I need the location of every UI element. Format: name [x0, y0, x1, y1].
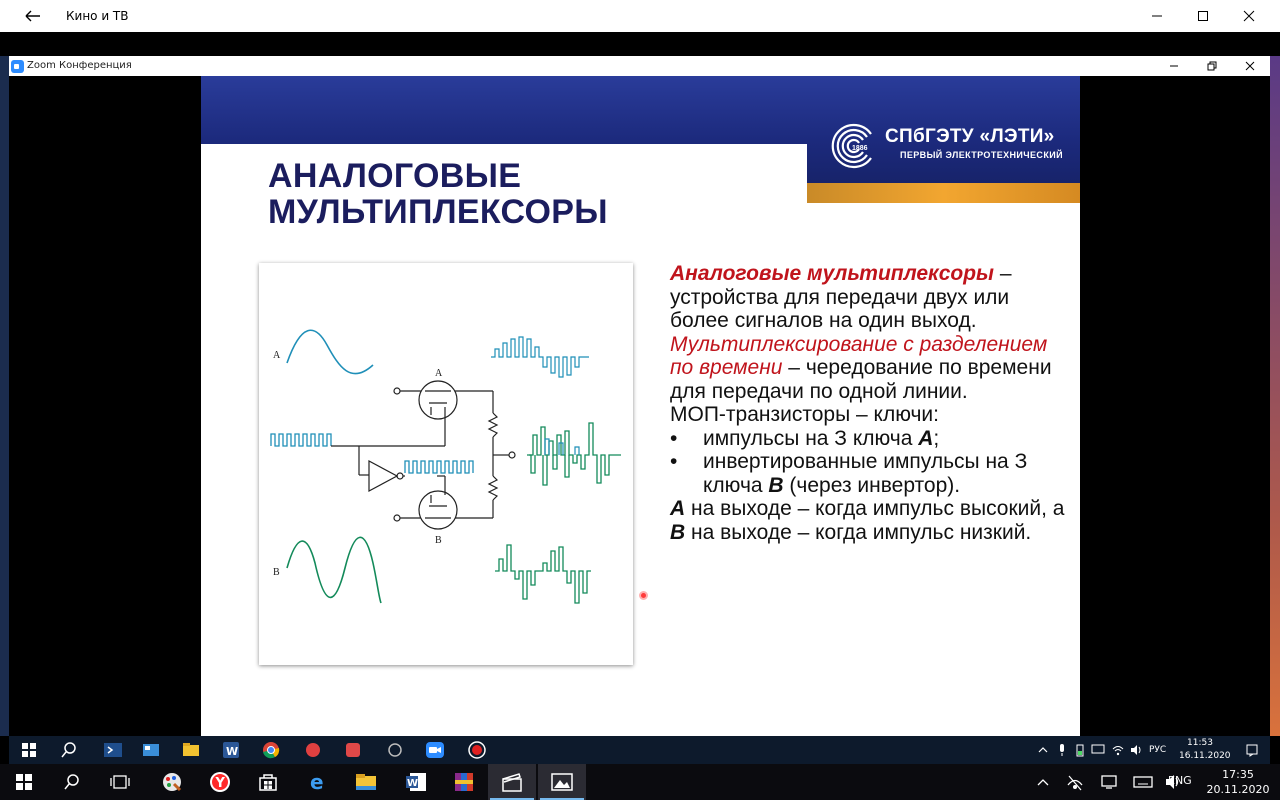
- file-explorer-icon[interactable]: [181, 740, 201, 760]
- outer-title-bar: [0, 0, 1280, 32]
- output-signal-b-part: [529, 455, 569, 485]
- notifications-icon[interactable]: [1245, 743, 1259, 757]
- clock-time: 17:35: [1222, 768, 1254, 781]
- conclusion-key: A: [670, 497, 686, 520]
- minimize-icon: [1169, 61, 1179, 71]
- file-explorer-icon: [354, 771, 378, 793]
- input-label-a: A: [273, 350, 281, 361]
- input-label-b: B: [273, 567, 280, 578]
- winrar-icon: [452, 770, 476, 794]
- remote-taskbar: [9, 736, 1270, 764]
- taskbar-app-word[interactable]: [392, 764, 440, 800]
- bullet-dot: •: [670, 450, 678, 473]
- app-icon[interactable]: [385, 740, 405, 760]
- word-icon[interactable]: [221, 740, 241, 760]
- transistor-b: [419, 491, 457, 529]
- edge-icon: [307, 771, 329, 793]
- wifi-icon[interactable]: [1111, 743, 1125, 757]
- network-icon[interactable]: [1066, 773, 1084, 791]
- svg-text:Y: Y: [215, 776, 225, 791]
- switch-label-a: A: [435, 368, 443, 379]
- bullet-text: ;: [933, 426, 940, 450]
- definition-text: – чередование по времени для передачи по одной линии.: [670, 356, 1052, 403]
- definition-text: – устройства для передачи двух или более сигналов на один выход.: [670, 262, 1012, 332]
- record-icon[interactable]: [467, 740, 487, 760]
- taskbar-app-photos[interactable]: [538, 764, 586, 800]
- taskbar-app-store[interactable]: [244, 764, 292, 800]
- start-icon: [15, 773, 33, 791]
- screen-icon[interactable]: [1100, 773, 1118, 791]
- store-icon: [257, 771, 279, 793]
- taskbar: [0, 764, 1280, 800]
- zoom-restore-button[interactable]: [1193, 56, 1231, 76]
- multiplexer-circuit: [259, 263, 633, 665]
- task-view-button[interactable]: [96, 764, 144, 800]
- definition-multiplexer: [670, 262, 1070, 333]
- input-signal-b: [287, 537, 381, 603]
- zoom-close-button[interactable]: [1231, 56, 1269, 76]
- back-button[interactable]: [18, 6, 46, 26]
- resistor-bottom: [489, 476, 497, 500]
- paint-icon: [160, 770, 184, 794]
- zoom-title-bar: [9, 56, 1270, 76]
- remote-time[interactable]: 11:53: [1187, 738, 1213, 748]
- definition-tdm: [670, 333, 1070, 404]
- inverted-clock-pulses: [405, 461, 473, 473]
- sampled-signal-b: [495, 545, 591, 603]
- taskbar-app-explorer[interactable]: [342, 764, 390, 800]
- arrow-left-icon: [18, 6, 46, 26]
- minimize-button[interactable]: [1134, 0, 1180, 32]
- term-tdm: Мультиплексирование с разделением по времени: [670, 332, 1048, 379]
- bullet-item: [670, 427, 1070, 451]
- transistor-a: [419, 381, 457, 419]
- multiplexer-diagram: [259, 263, 633, 665]
- logo-subtitle: ПЕРВЫЙ ЭЛЕКТРОТЕХНИЧЕСКИЙ: [900, 150, 1063, 160]
- svg-text:e: e: [310, 771, 324, 793]
- switch-label-b: B: [435, 535, 442, 546]
- task-view-icon: [110, 773, 130, 791]
- taskbar-app-paint[interactable]: [148, 764, 196, 800]
- remote-date[interactable]: 16.11.2020: [1179, 751, 1231, 761]
- chrome-icon[interactable]: [261, 740, 281, 760]
- app-icon[interactable]: [303, 740, 323, 760]
- bullet-key: A: [918, 426, 934, 450]
- bullet-text: (через инвертор).: [783, 473, 961, 497]
- maximize-icon: [1197, 10, 1209, 22]
- logo-year: 1886: [852, 145, 868, 152]
- keyboard-icon[interactable]: [1132, 773, 1154, 791]
- slide-title-line: МУЛЬТИПЛЕКСОРЫ: [268, 193, 608, 231]
- clock-pulses: [271, 434, 331, 446]
- terminal-a-in: [394, 388, 400, 394]
- chevron-up-icon[interactable]: [1036, 776, 1050, 788]
- volume-icon[interactable]: [1129, 743, 1143, 757]
- language-indicator[interactable]: ENG: [1168, 774, 1192, 787]
- zoom-window-title: Zoom Конференция: [27, 60, 132, 71]
- slide-title-line: АНАЛОГОВЫЕ: [268, 157, 522, 195]
- bullet-text: инвертированные импульсы на З ключа: [703, 450, 1028, 497]
- slide-accent-stripe: [807, 183, 1080, 203]
- search-icon: [63, 773, 81, 791]
- app-icon[interactable]: [343, 740, 363, 760]
- slide-title: [268, 158, 788, 230]
- desktop-edge-right: [1270, 56, 1280, 736]
- control-panel-icon[interactable]: [141, 740, 161, 760]
- photos-icon: [550, 771, 574, 793]
- video-letterbox-top: [0, 32, 1280, 56]
- search-button[interactable]: [48, 764, 96, 800]
- logo-name: СПбГЭТУ «ЛЭТИ»: [885, 126, 1055, 147]
- bullet-dot: •: [670, 426, 678, 450]
- presentation-slide: [201, 76, 1080, 736]
- restore-icon: [1207, 61, 1217, 71]
- bullet-key: B: [768, 473, 784, 497]
- bullet-text: импульсы на З ключа: [703, 426, 919, 450]
- conclusion-part: на выходе – когда импульс высокий, а: [685, 497, 1065, 520]
- terminal-b-in: [394, 515, 400, 521]
- inverter: [369, 461, 397, 491]
- close-icon: [1243, 10, 1255, 22]
- yandex-browser-icon: [208, 770, 232, 794]
- desktop-edge-left: [0, 56, 9, 736]
- zoom-taskbar-icon[interactable]: [425, 740, 445, 760]
- input-signal-a: [287, 330, 373, 373]
- powershell-icon[interactable]: [103, 740, 123, 760]
- network-icon[interactable]: [1091, 743, 1105, 757]
- clock-date: 20.11.2020: [1206, 783, 1270, 796]
- output-signal: [527, 423, 621, 483]
- taskbar-app-movies-tv[interactable]: [488, 764, 536, 800]
- slide-body-text: [670, 262, 1070, 544]
- minimize-icon: [1151, 10, 1163, 22]
- term-multiplexer: Аналоговые мультиплексоры: [670, 262, 994, 285]
- svg-text:W: W: [226, 745, 239, 758]
- mos-switches-text: МОП-транзисторы – ключи:: [670, 403, 940, 426]
- conclusion-text: [670, 497, 1070, 544]
- svg-text:W: W: [407, 778, 419, 789]
- clock[interactable]: [1200, 767, 1276, 797]
- taskbar-app-winrar[interactable]: [440, 764, 488, 800]
- start-button[interactable]: [0, 764, 48, 800]
- taskbar-app-yandex[interactable]: [196, 764, 244, 800]
- zoom-minimize-button[interactable]: [1155, 56, 1193, 76]
- bullet-item: [670, 450, 1070, 497]
- close-button[interactable]: [1226, 0, 1272, 32]
- chevron-up-icon[interactable]: [1037, 744, 1049, 756]
- conclusion-part: на выходе – когда импульс низкий.: [685, 520, 1032, 544]
- sampled-signal-a: [491, 337, 589, 377]
- search-icon[interactable]: [59, 740, 79, 760]
- conclusion-key: B: [670, 520, 686, 544]
- outer-window-title: Кино и ТВ: [66, 9, 129, 23]
- terminal-output: [509, 452, 515, 458]
- movies-tv-icon: [500, 771, 524, 793]
- taskbar-app-edge[interactable]: [294, 764, 342, 800]
- close-icon: [1245, 61, 1255, 71]
- zoom-logo-icon: [11, 60, 24, 73]
- word-icon: [404, 770, 428, 794]
- battery-icon[interactable]: [1075, 743, 1085, 757]
- maximize-button[interactable]: [1180, 0, 1226, 32]
- resistor-top: [489, 413, 497, 437]
- microphone-icon[interactable]: [1057, 743, 1067, 757]
- remote-language[interactable]: РУС: [1149, 745, 1167, 755]
- start-icon[interactable]: [19, 740, 39, 760]
- laser-pointer: [639, 591, 648, 600]
